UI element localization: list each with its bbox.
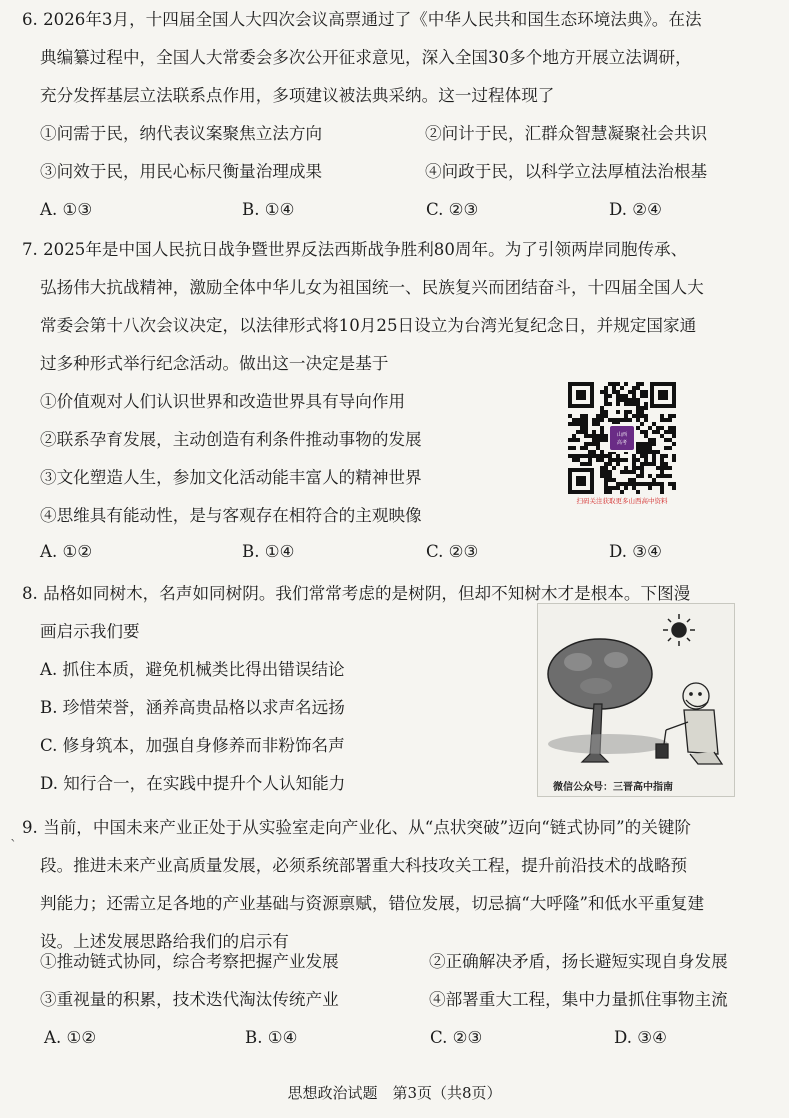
q7-item-3: ③文化塑造人生，参加文化活动能丰富人的精神世界 (40, 468, 422, 487)
q6-item-2: ②问计于民，汇群众智慧凝聚社会共识 (425, 124, 708, 143)
q8-option-b: B. 珍惜荣誉，涵养高贵品格以求声名远扬 (40, 698, 345, 717)
q6-option-a: A. ①③ (40, 200, 93, 219)
q7-stem-line-4: 过多种形式举行纪念活动。做出这一决定是基于 (40, 354, 389, 373)
q7-stem-line-3: 常委会第十八次会议决定，以法律形式将10月25日设立为台湾光复纪念日，并规定国家通 (40, 316, 697, 335)
q9-item-4: ④部署重大工程，集中力量抓住事物主流 (429, 990, 728, 1009)
q8-stem-line-1: 8. 品格如同树木，名声如同树阴。我们常常考虑的是树阴，但却不知树木才是根本。下图漫 (22, 584, 691, 603)
q6-item-4: ④问政于民，以科学立法厚植法治根基 (425, 162, 708, 181)
q9-option-d: D. ③④ (614, 1028, 668, 1047)
q9-item-1: ①推动链式协同，综合考察把握产业发展 (40, 952, 339, 971)
margin-mark: ` (10, 838, 17, 854)
q9-option-c: C. ②③ (430, 1028, 483, 1047)
qr-caption: 扫码关注获取更多山西高中资料 (576, 497, 668, 505)
q7-option-d: D. ③④ (609, 542, 663, 561)
q7-item-1: ①价值观对人们认识世界和改造世界具有导向作用 (40, 392, 406, 411)
cartoon-caption: 微信公众号：三晋高中指南 (553, 782, 673, 793)
q9-option-a: A. ①② (44, 1028, 97, 1047)
q7-item-4: ④思维具有能动性，是与客观存在相符合的主观映像 (40, 506, 422, 525)
man-figure-illustration (656, 683, 722, 764)
q8-stem-line-2: 画启示我们要 (40, 622, 140, 641)
q9-item-2: ②正确解决矛盾，扬长避短实现自身发展 (429, 952, 728, 971)
q6-option-c: C. ②③ (426, 200, 479, 219)
qr-code-image (568, 382, 676, 494)
q9-stem-line-3: 判能力；还需立足各地的产业基础与资源禀赋，错位发展，切忌搞“大呼隆”和低水平重复建 (40, 894, 705, 913)
q6-stem-line-1: 6. 2026年3月，十四届全国人大四次会议高票通过了《中华人民共和国生态环境法典》。在法 (22, 10, 702, 29)
q7-option-a: A. ①② (40, 542, 93, 561)
q8-option-c: C. 修身筑本，加强自身修养而非粉饰名声 (40, 736, 345, 755)
q9-stem-line-2: 段。推进未来产业高质量发展，必须系统部署重大科技攻关工程，提升前沿技术的战略预 (40, 856, 688, 875)
q7-option-b: B. ①④ (242, 542, 295, 561)
q6-option-d: D. ②④ (609, 200, 663, 219)
qr-center-text-1: 山西 (616, 432, 628, 438)
q7-item-2: ②联系孕育发展，主动创造有利条件推动事物的发展 (40, 430, 422, 449)
q7-stem-line-1: 7. 2025年是中国人民抗日战争暨世界反法西斯战争胜利80周年。为了引领两岸同胞传承、 (22, 240, 688, 259)
q9-stem-line-4: 设。上述发展思路给我们的启示有 (40, 932, 289, 951)
qr-center-logo (610, 426, 634, 450)
sun-icon (663, 614, 695, 646)
cartoon-image (537, 603, 735, 797)
q9-option-b: B. ①④ (245, 1028, 298, 1047)
q6-stem-line-2: 典编纂过程中，全国人大常委会多次公开征求意见，深入全国30多个地方开展立法调研， (40, 48, 692, 67)
q8-option-a: A. 抓住本质，避免机械类比得出错误结论 (40, 660, 345, 679)
q6-option-b: B. ①④ (242, 200, 295, 219)
q6-stem-line-3: 充分发挥基层立法联系点作用，多项建议被法典采纳。这一过程体现了 (40, 86, 555, 105)
q7-stem-line-2: 弘扬伟大抗战精神，激励全体中华儿女为祖国统一、民族复兴而团结奋斗，十四届全国人大 (40, 278, 704, 297)
q9-item-3: ③重视量的积累，技术迭代淘汰传统产业 (40, 990, 339, 1009)
q7-option-c: C. ②③ (426, 542, 479, 561)
q6-item-1: ①问需于民，纳代表议案聚焦立法方向 (40, 124, 323, 143)
page-footer: 思想政治试题 第3页（共8页） (287, 1084, 502, 1102)
q9-stem-line-1: 9. 当前，中国未来产业正处于从实验室走向产业化、从“点状突破”迈向“链式协同”的关键阶 (22, 818, 692, 837)
q8-option-d: D. 知行合一，在实践中提升个人认知能力 (40, 774, 346, 793)
qr-center-text-2: 高考 (616, 440, 628, 446)
q6-item-3: ③问效于民，用民心标尺衡量治理成果 (40, 162, 323, 181)
